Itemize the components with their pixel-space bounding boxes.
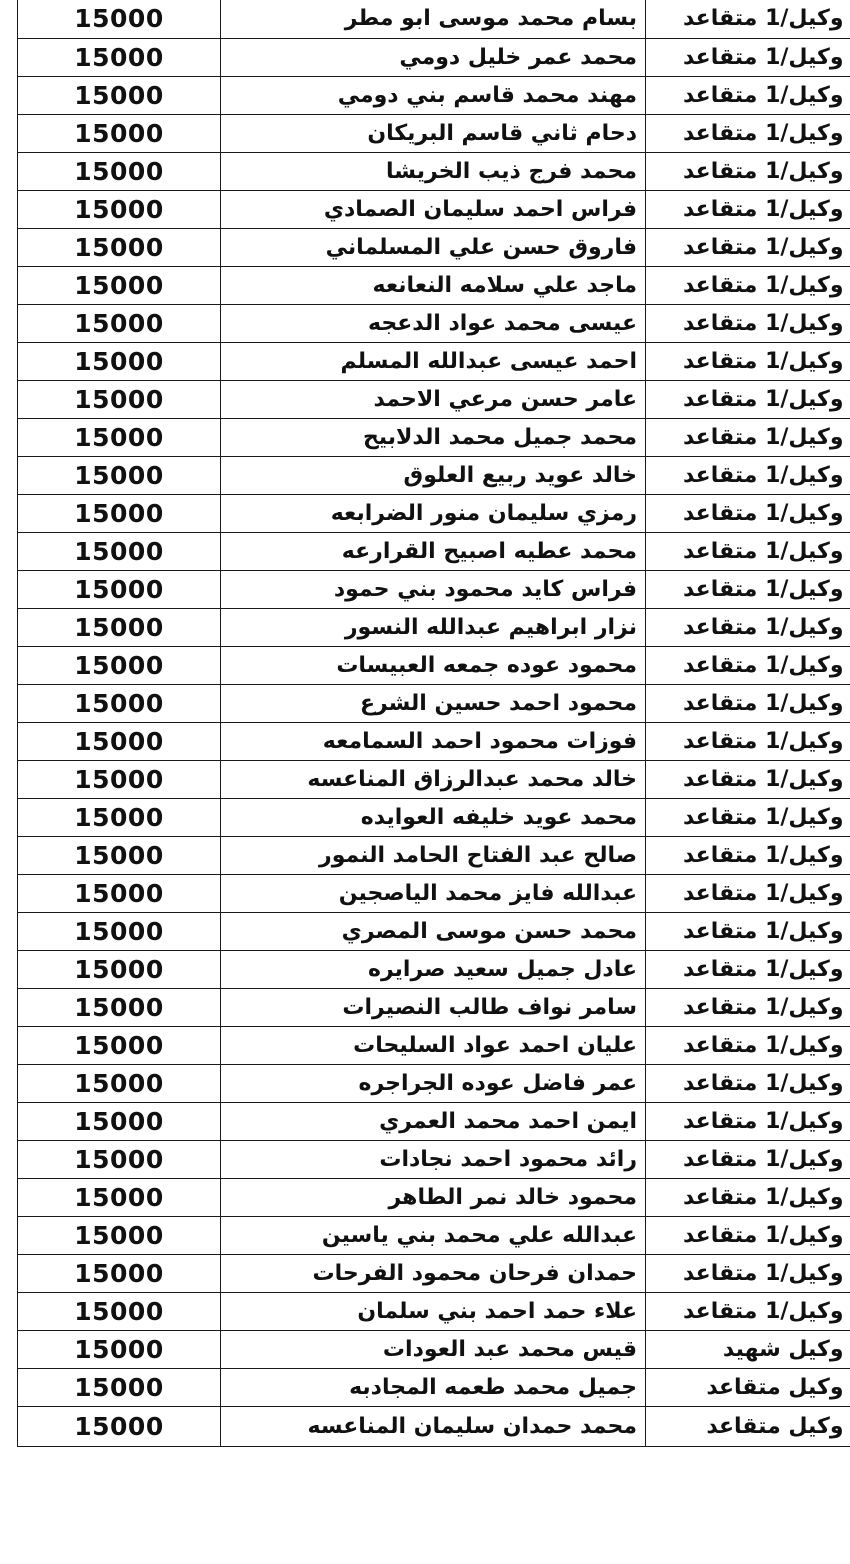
amount-cell: 15000 [18,836,221,874]
table-row [18,988,850,1026]
amount-cell: 15000 [18,950,221,988]
amount-cell: 15000 [18,342,221,380]
rank-cell: وكيل/1 متقاعد [646,950,850,988]
name-cell: محمد عطيه اصبيح القرارعه [221,532,646,570]
amount-cell: 15000 [18,1330,221,1368]
roster-table [17,0,850,1447]
rank-cell: وكيل/1 متقاعد [646,1026,850,1064]
table-row [18,646,850,684]
name-cell: ايمن احمد محمد العمري [221,1102,646,1140]
name-cell: محمد حمدان سليمان المناعسه [221,1406,646,1446]
name-cell: بسام محمد موسى ابو مطر [221,0,646,38]
name-cell: محمود خالد نمر الطاهر [221,1178,646,1216]
amount-cell: 15000 [18,304,221,342]
rank-cell: وكيل/1 متقاعد [646,1216,850,1254]
name-cell: عمر فاضل عوده الجراجره [221,1064,646,1102]
table-row [18,912,850,950]
rank-cell: وكيل/1 متقاعد [646,38,850,76]
rank-cell: وكيل/1 متقاعد [646,836,850,874]
amount-cell: 15000 [18,266,221,304]
table-row [18,1178,850,1216]
rank-cell: وكيل/1 متقاعد [646,1254,850,1292]
name-cell: رائد محمود احمد نجادات [221,1140,646,1178]
amount-cell: 15000 [18,1406,221,1446]
table-row [18,418,850,456]
rank-cell: وكيل متقاعد [646,1406,850,1446]
amount-cell: 15000 [18,0,221,38]
table-row [18,836,850,874]
amount-cell: 15000 [18,418,221,456]
roster-table-body [18,0,850,1446]
table-row [18,1292,850,1330]
name-cell: خالد محمد عبدالرزاق المناعسه [221,760,646,798]
rank-cell: وكيل/1 متقاعد [646,342,850,380]
amount-cell: 15000 [18,380,221,418]
amount-cell: 15000 [18,114,221,152]
amount-cell: 15000 [18,1102,221,1140]
amount-cell: 15000 [18,798,221,836]
amount-cell: 15000 [18,874,221,912]
name-cell: فاروق حسن علي المسلماني [221,228,646,266]
rank-cell: وكيل/1 متقاعد [646,1064,850,1102]
rank-cell: وكيل/1 متقاعد [646,418,850,456]
name-cell: محمد حسن موسى المصري [221,912,646,950]
name-cell: عبدالله فايز محمد الياصجين [221,874,646,912]
amount-cell: 15000 [18,570,221,608]
table-row [18,456,850,494]
name-cell: فراس احمد سليمان الصمادي [221,190,646,228]
name-cell: محمد عمر خليل دومي [221,38,646,76]
name-cell: احمد عيسى عبدالله المسلم [221,342,646,380]
amount-cell: 15000 [18,532,221,570]
table-row [18,608,850,646]
name-cell: عيسى محمد عواد الدعجه [221,304,646,342]
amount-cell: 15000 [18,912,221,950]
table-row [18,1102,850,1140]
table-row [18,684,850,722]
rank-cell: وكيل/1 متقاعد [646,760,850,798]
name-cell: عادل جميل سعيد صرايره [221,950,646,988]
table-row [18,0,850,38]
rank-cell: وكيل/1 متقاعد [646,532,850,570]
rank-cell: وكيل/1 متقاعد [646,1292,850,1330]
name-cell: فراس كايد محمود بني حمود [221,570,646,608]
table-row [18,228,850,266]
table-row [18,760,850,798]
table-row [18,1368,850,1406]
amount-cell: 15000 [18,988,221,1026]
name-cell: نزار ابراهيم عبدالله النسور [221,608,646,646]
name-cell: عامر حسن مرعي الاحمد [221,380,646,418]
rank-cell: وكيل/1 متقاعد [646,684,850,722]
table-row [18,152,850,190]
name-cell: خالد عويد ربيع العلوق [221,456,646,494]
name-cell: جميل محمد طعمه المجادبه [221,1368,646,1406]
amount-cell: 15000 [18,1216,221,1254]
table-row [18,798,850,836]
name-cell: عبدالله علي محمد بني ياسين [221,1216,646,1254]
amount-cell: 15000 [18,722,221,760]
name-cell: ماجد علي سلامه النعانعه [221,266,646,304]
table-row [18,722,850,760]
rank-cell: وكيل متقاعد [646,1368,850,1406]
rank-cell: وكيل/1 متقاعد [646,114,850,152]
rank-cell: وكيل/1 متقاعد [646,76,850,114]
name-cell: سامر نواف طالب النصيرات [221,988,646,1026]
table-row [18,1064,850,1102]
rank-cell: وكيل/1 متقاعد [646,190,850,228]
table-row [18,1026,850,1064]
table-row [18,190,850,228]
amount-cell: 15000 [18,1178,221,1216]
amount-cell: 15000 [18,38,221,76]
amount-cell: 15000 [18,1026,221,1064]
rank-cell: وكيل/1 متقاعد [646,456,850,494]
name-cell: محمد فرج ذيب الخريشا [221,152,646,190]
table-row [18,266,850,304]
rank-cell: وكيل/1 متقاعد [646,646,850,684]
amount-cell: 15000 [18,456,221,494]
name-cell: محمد جميل محمد الدلابيح [221,418,646,456]
rank-cell: وكيل/1 متقاعد [646,494,850,532]
table-row [18,342,850,380]
amount-cell: 15000 [18,684,221,722]
name-cell: محمد عويد خليفه العوايده [221,798,646,836]
name-cell: فوزات محمود احمد السمامعه [221,722,646,760]
rank-cell: وكيل/1 متقاعد [646,988,850,1026]
name-cell: رمزي سليمان منور الضرابعه [221,494,646,532]
table-row [18,570,850,608]
table-row [18,532,850,570]
rank-cell: وكيل/1 متقاعد [646,0,850,38]
table-row [18,380,850,418]
rank-cell: وكيل/1 متقاعد [646,722,850,760]
roster-sheet [17,0,850,1447]
table-row [18,38,850,76]
rank-cell: وكيل/1 متقاعد [646,1102,850,1140]
amount-cell: 15000 [18,152,221,190]
rank-cell: وكيل/1 متقاعد [646,152,850,190]
rank-cell: وكيل/1 متقاعد [646,912,850,950]
amount-cell: 15000 [18,608,221,646]
amount-cell: 15000 [18,646,221,684]
table-row [18,114,850,152]
rank-cell: وكيل/1 متقاعد [646,874,850,912]
table-row [18,874,850,912]
table-row [18,1216,850,1254]
rank-cell: وكيل/1 متقاعد [646,570,850,608]
table-row [18,76,850,114]
amount-cell: 15000 [18,76,221,114]
amount-cell: 15000 [18,190,221,228]
table-row [18,1140,850,1178]
amount-cell: 15000 [18,1254,221,1292]
name-cell: قيس محمد عبد العودات [221,1330,646,1368]
rank-cell: وكيل/1 متقاعد [646,608,850,646]
amount-cell: 15000 [18,1064,221,1102]
table-row [18,1254,850,1292]
name-cell: محمود احمد حسين الشرع [221,684,646,722]
table-row [18,950,850,988]
table-row [18,1330,850,1368]
rank-cell: وكيل شهيد [646,1330,850,1368]
amount-cell: 15000 [18,228,221,266]
rank-cell: وكيل/1 متقاعد [646,266,850,304]
table-row [18,494,850,532]
rank-cell: وكيل/1 متقاعد [646,1178,850,1216]
name-cell: دحام ثاني قاسم البريكان [221,114,646,152]
amount-cell: 15000 [18,760,221,798]
amount-cell: 15000 [18,494,221,532]
name-cell: عليان احمد عواد السليحات [221,1026,646,1064]
name-cell: مهند محمد قاسم بني دومي [221,76,646,114]
rank-cell: وكيل/1 متقاعد [646,228,850,266]
name-cell: حمدان فرحان محمود الفرحات [221,1254,646,1292]
name-cell: صالح عبد الفتاح الحامد النمور [221,836,646,874]
rank-cell: وكيل/1 متقاعد [646,304,850,342]
table-row [18,1406,850,1446]
rank-cell: وكيل/1 متقاعد [646,380,850,418]
name-cell: علاء حمد احمد بني سلمان [221,1292,646,1330]
table-row [18,304,850,342]
rank-cell: وكيل/1 متقاعد [646,798,850,836]
amount-cell: 15000 [18,1292,221,1330]
amount-cell: 15000 [18,1140,221,1178]
amount-cell: 15000 [18,1368,221,1406]
name-cell: محمود عوده جمعه العبيسات [221,646,646,684]
rank-cell: وكيل/1 متقاعد [646,1140,850,1178]
